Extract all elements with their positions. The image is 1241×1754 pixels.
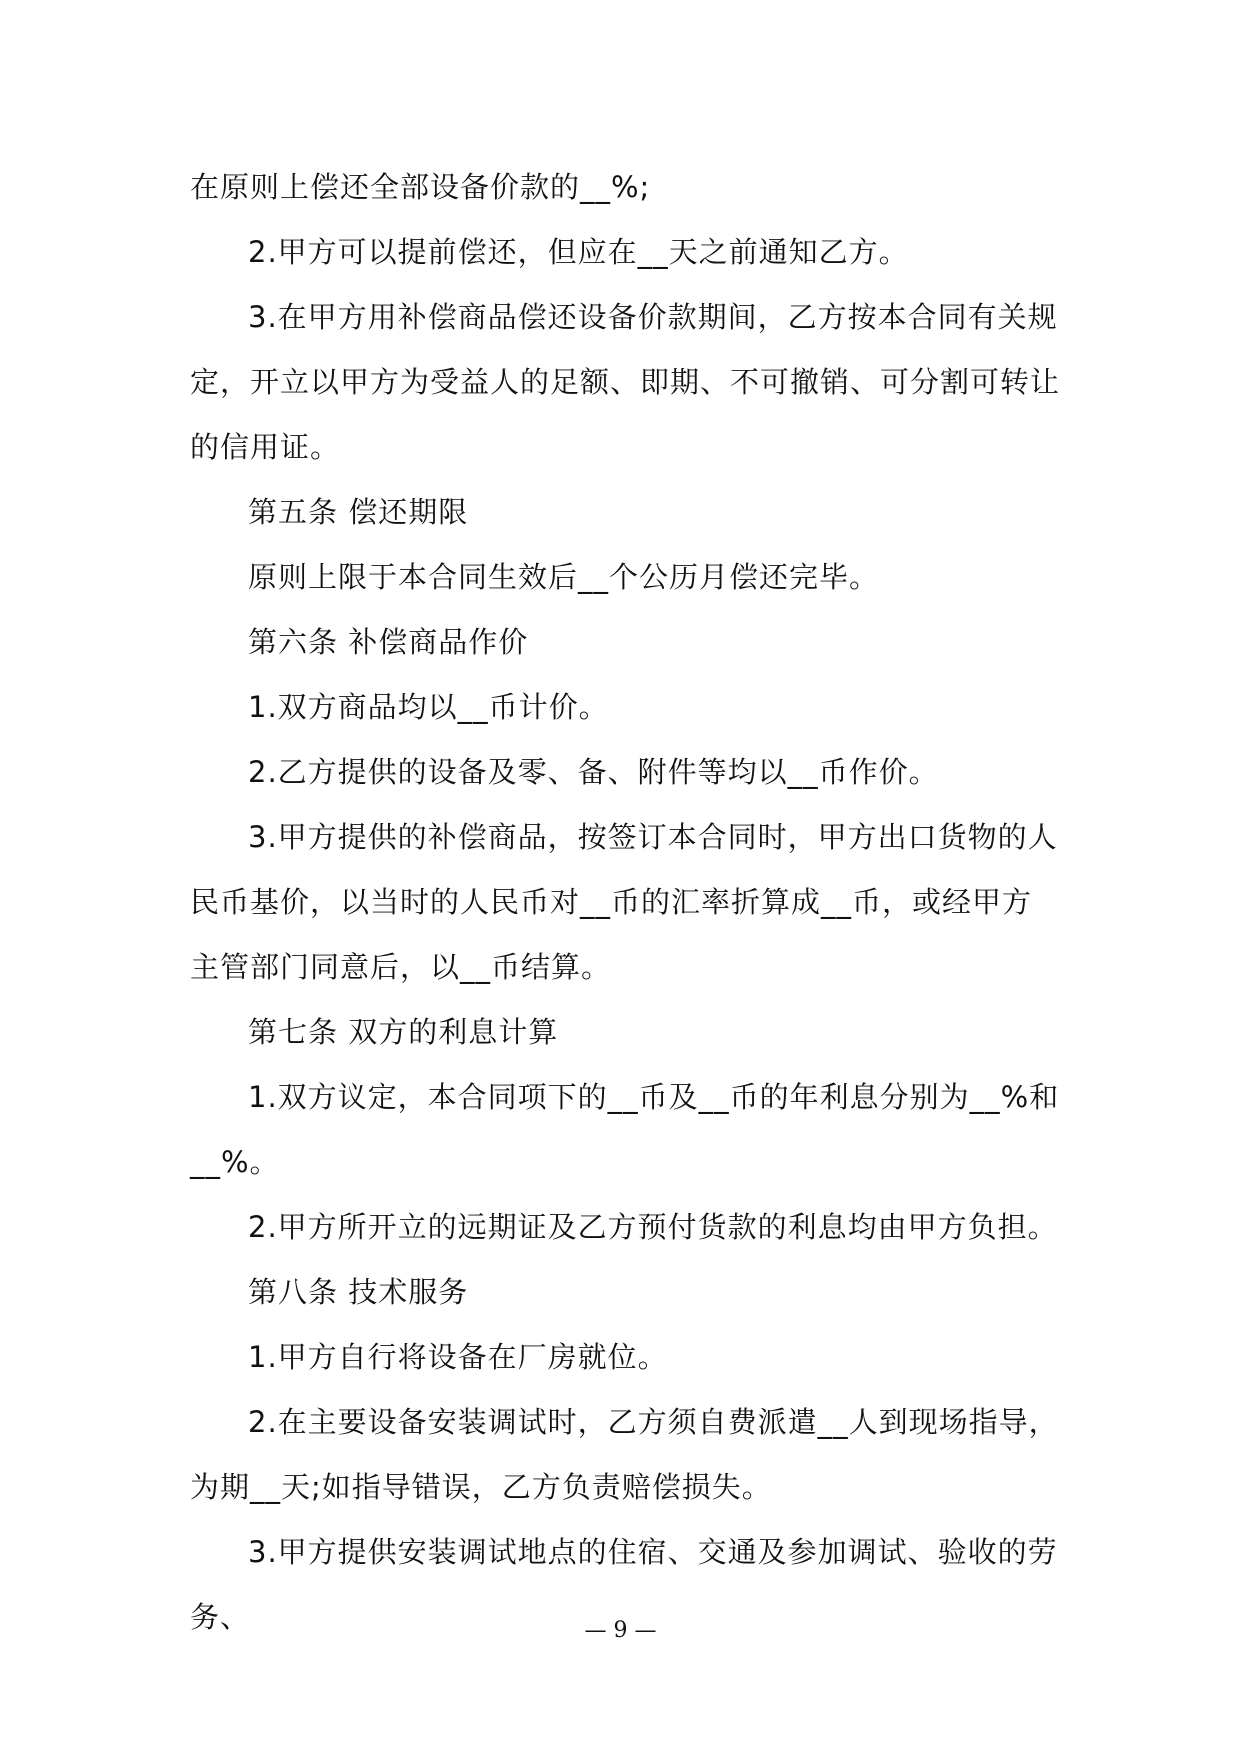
- section-heading-article-7: 第七条 双方的利息计算: [248, 1015, 559, 1049]
- paragraph-installation-support: 3.甲方提供安装调试地点的住宿、交通及参加调试、验收的劳务、: [190, 1535, 1058, 1634]
- paragraph-pricing-currency: 1.双方商品均以__币计价。: [248, 690, 609, 724]
- section-heading-article-5: 第五条 偿还期限: [248, 495, 469, 529]
- paragraph-repayment-term: 原则上限于本合同生效后__个公历月偿还完毕。: [248, 560, 880, 594]
- paragraph-interest-burden: 2.甲方所开立的远期证及乙方预付货款的利息均由甲方负担。: [248, 1210, 1058, 1244]
- paragraph-equipment-placement: 1.甲方自行将设备在厂房就位。: [248, 1340, 668, 1374]
- section-heading-article-8: 第八条 技术服务: [248, 1275, 469, 1309]
- page-number: — 9 —: [584, 1618, 657, 1643]
- paragraph-equipment-pricing: 2.乙方提供的设备及零、备、附件等均以__币作价。: [248, 755, 939, 789]
- paragraph-repayment-percentage: 在原则上偿还全部设备价款的__%;: [190, 170, 651, 204]
- paragraph-compensation-goods-pricing: 3.甲方提供的补偿商品，按签订本合同时，甲方出口货物的人民币基价，以当时的人民币对__币的汇率折算成__币，或经甲方主管部门同意后，以__币结算。: [190, 820, 1058, 984]
- paragraph-interest-rates: 1.双方议定，本合同项下的__币及__币的年利息分别为__%和__%。: [190, 1080, 1060, 1179]
- section-heading-article-6: 第六条 补偿商品作价: [248, 625, 529, 659]
- document-body: [190, 155, 1060, 1650]
- paragraph-early-repayment: 2.甲方可以提前偿还，但应在__天之前通知乙方。: [248, 235, 909, 269]
- paragraph-installation-guidance: 2.在主要设备安装调试时，乙方须自费派遣__人到现场指导，为期__天;如指导错误，乙方负责赔偿损失。: [190, 1405, 1059, 1504]
- paragraph-letter-of-credit: 3.在甲方用补偿商品偿还设备价款期间，乙方按本合同有关规定，开立以甲方为受益人的足额、即期、不可撤销、可分割可转让的信用证。: [190, 300, 1061, 464]
